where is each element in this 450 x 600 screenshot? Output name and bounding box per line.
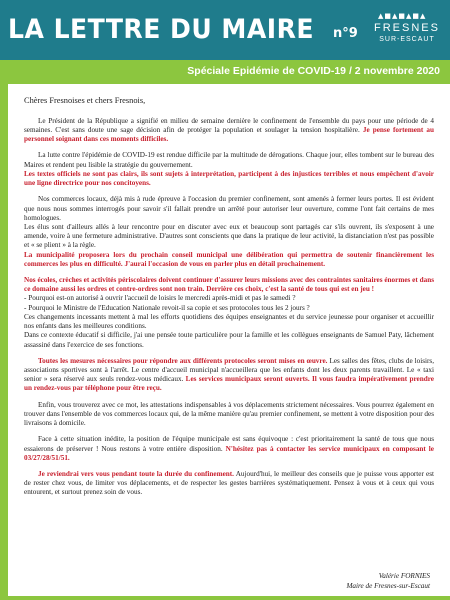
paragraph-4-text-c: Ces changements incessants mettent à mal les efforts quotidiens des équipes enseignantes et du service jeunesse pour organiser et accueillir nos enfants dans les meilleures conditions. <box>24 312 434 331</box>
issue-number: n°9 <box>333 26 358 41</box>
logo-town-subtitle: SUR-ESCAUT <box>379 36 435 43</box>
paragraph-3-highlight: La municipalité proposera lors du prochain conseil municipal une délibération qui permettra de soutenir financièrement les commerces les plus en difficulté. J'aurai l'occasion de vous en parler plus en détail prochainement. <box>24 250 434 268</box>
houses-icon: ▲■▲■▲■▲ <box>378 12 427 20</box>
paragraph-2-text: La lutte contre l'épidémie de COVID-19 est rendue difficile par la multitude de dérogations. Chaque jour, elles tombent sur le bureau des Maires et rendent peu lisible la stratégie du gouvernement. <box>24 151 434 169</box>
paragraph-5 <box>24 357 434 394</box>
paragraph-1-text: Le Président de la République a signifié en milieu de semaine dernière le confinement de l'ensemble du pays pour une période de 4 semaines. C'est sans doute une sage décision afin de protéger la population et soulager la tension hospitalière. <box>24 116 434 134</box>
signature-block <box>346 572 430 591</box>
letter-content <box>0 84 450 600</box>
signature-name: Valérie FORNIES <box>378 572 430 580</box>
header-bar <box>0 0 450 60</box>
paragraph-7-highlight: N'hésitez pas à contacter les service municipaux en composant le 03/27/28/51/51. <box>24 444 434 462</box>
town-logo <box>368 8 446 52</box>
paragraph-7 <box>24 435 434 463</box>
paragraph-4-highlight: Nos écoles, crèches et activités périscolaires doivent continuer d'assurer leurs missions avec des contraintes sanitaires énormes et dans ce domaine aussi les ordres et contre-ordres sont non train. Derrière ces choix, c'est la santé de tous qui est en jeu ! <box>24 276 434 294</box>
greeting: Chères Fresnoises et chers Fresnois, <box>24 96 146 105</box>
paragraph-4 <box>24 276 434 350</box>
paragraph-5-text: Les salles des fêtes, clubs de loisirs, associations sportives sont à l'arrêt. Le centre d'accueil municipal n'accueillera que les enfants dont les deux parents travaillent. Le « taxi senior » sera réservé aux seuls rendez-vous médicaux. <box>24 356 434 384</box>
paragraph-6-text: Enfin, vous trouverez avec ce mot, les attestations indispensables à vos déplacements strictement nécessaires. Vous pourrez également en trouver dans l'ensemble de vos commerces locaux qui, de la même manière qu'au premier confinement, se mettent à votre disposition pour des livraisons à domicile. <box>24 400 434 428</box>
bottom-accent-strip <box>0 596 450 600</box>
paragraph-8 <box>24 470 434 498</box>
paragraph-2 <box>24 151 434 188</box>
paragraph-3-text: Nos commerces locaux, déjà mis à rude épreuve à l'occasion du premier confinement, sont amenés à fermer leurs portes. Il est évident que nous nous sommes interrogés pour savoir s'il fallait prendre un arrêté pour autoriser leur ouverture, comme l'ont fait certains de mes homologues. <box>24 195 434 222</box>
paragraph-5-highlight-2: Les services municipaux seront ouverts. Il vous faudra impérativement prendre un rendez-vous par téléphone pour être reçu. <box>24 375 434 393</box>
paragraph-4-bullet-1: - Pourquoi est-on autorisé à ouvrir l'accueil de loisirs le mercredi après-midi et pas le samedi ? <box>24 294 296 303</box>
left-accent-strip <box>0 84 8 600</box>
signature-title: Maire de Fresnes-sur-Escaut <box>346 581 430 590</box>
paragraph-1-highlight: Je pense fortement au personnel soignant dans ces moments difficiles. <box>24 125 434 144</box>
subtitle-band <box>0 60 450 84</box>
paragraph-3 <box>24 195 434 269</box>
logo-town-name: FRESNES <box>374 22 440 34</box>
paragraph-5-highlight-1: Toutes les mesures nécessaires pour répondre aux différents protocoles seront mises en œuvre. <box>38 356 328 365</box>
paragraph-6 <box>24 401 434 429</box>
edition-subtitle: Spéciale Epidémie de COVID-19 / 2 novembre 2020 <box>187 65 440 77</box>
paragraph-2-highlight: Les textes officiels ne sont pas clairs, ils sont sujets à interprétation, participent à des injustices terribles et nous empêchent d'avoir une ligne directrice pour nos concitoyens. <box>24 169 434 188</box>
paragraph-8-highlight: Je reviendrai vers vous pendant toute la durée du confinement. <box>38 469 234 478</box>
paragraph-8-text: Aujourd'hui, le meilleur des conseils que je puisse vous apporter est de rester chez vous, de limiter vos déplacements, et de respecter les gestes barrières systématiquement. Pensez à vous et à ceux qui vous entourent, et surtout prenez soin de vous. <box>24 469 434 497</box>
paragraph-1 <box>24 117 434 145</box>
letter-body <box>24 96 434 505</box>
paragraph-4-bullet-2: - Pourquoi le Ministre de l'Education Nationale revoit-il sa copie et ses protocoles tous les 2 jours ? <box>24 303 310 312</box>
newsletter-title: LA LETTRE DU MAIRE <box>8 14 314 45</box>
paragraph-3-text-b: Les élus sont d'ailleurs allés à leur rencontre pour en discuter avec eux et beaucoup sont partagés car s'ils ouvrent, ils s'exposent à une amende, voire à une fermeture administrative. D'autres sont conscients que dans la pratique de leur activité, la distanciation n'est pas possible et « se plient » à la règle. <box>24 222 434 250</box>
paragraph-4-text-d: Dans ce contexte éducatif si difficile, j'ai une pensée toute particulière pour la famille et les collègues enseignants de Samuel Paty, lâchement assassiné dans l'exercice de ses fonctions. <box>24 331 434 349</box>
paragraph-7-text: Face à cette situation inédite, la position de l'équipe municipale est sans équivoque : c'est prioritairement la santé de tous que nous essaierons de préserver ! Nous restons à votre entière disposition. <box>24 435 434 453</box>
